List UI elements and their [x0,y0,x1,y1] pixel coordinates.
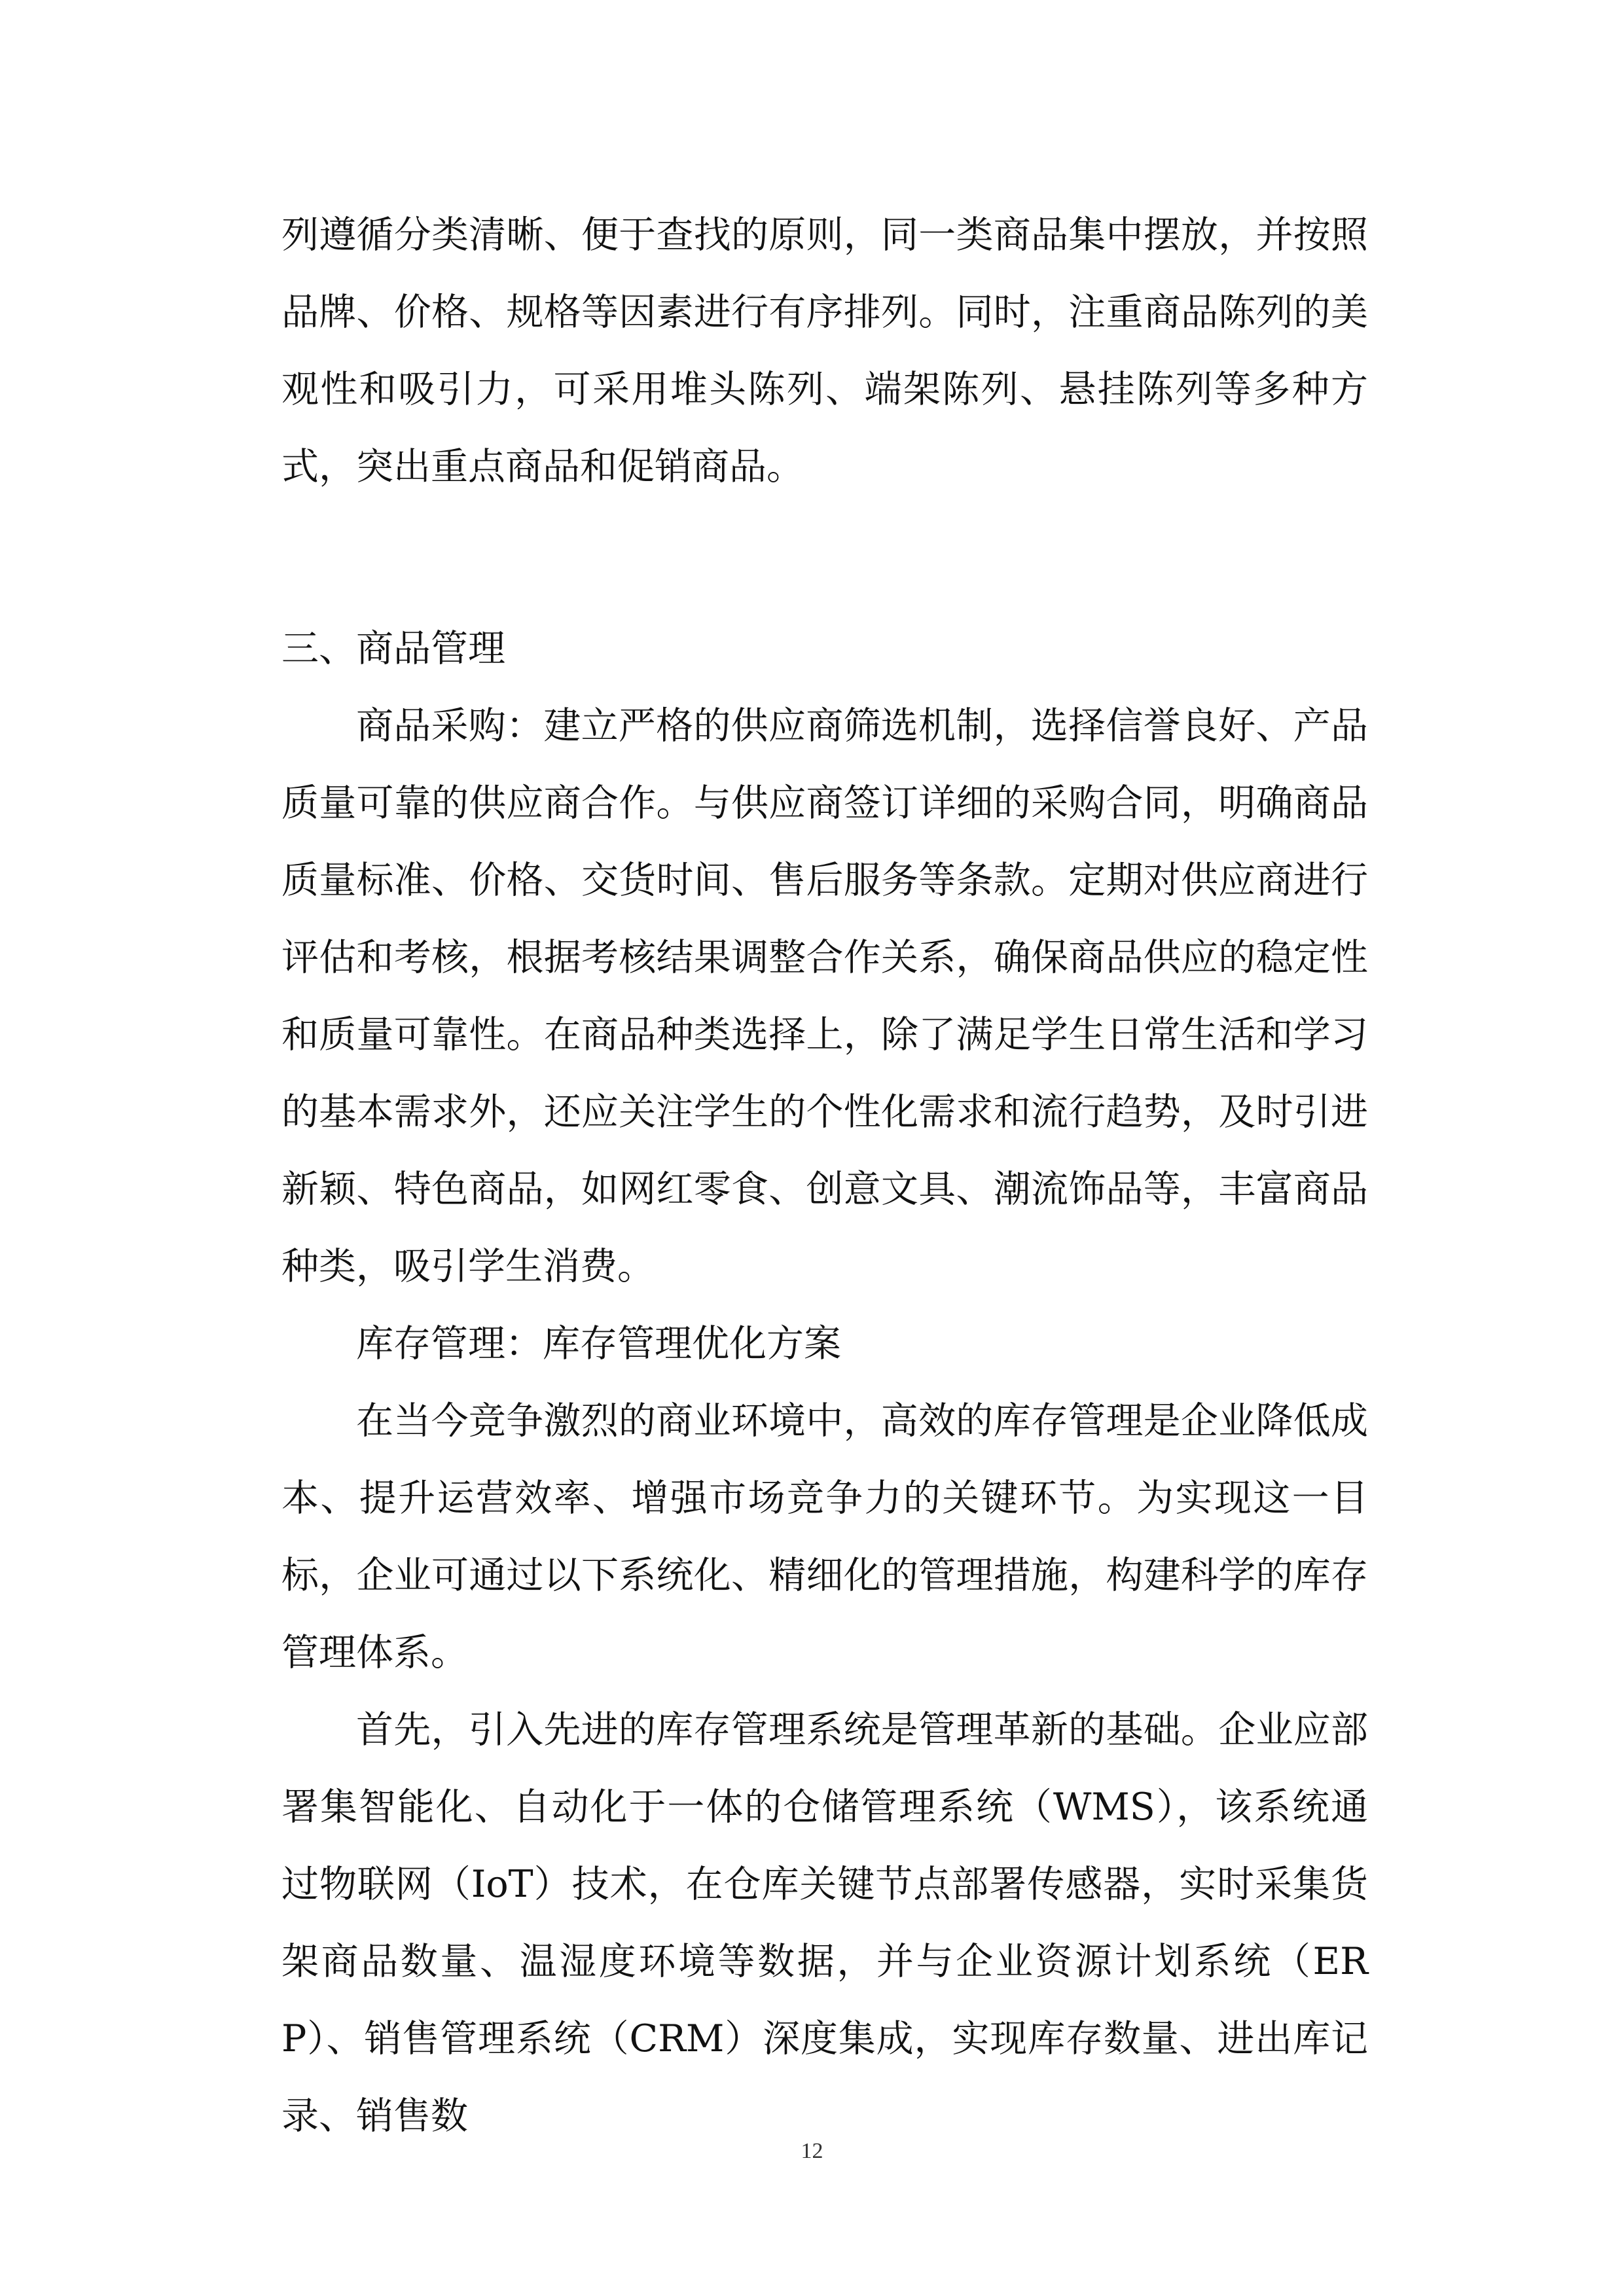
paragraph-continuation: 列遵循分类清晰、便于查找的原则，同一类商品集中摆放，并按照品牌、价格、规格等因素进行有序排列。同时，注重商品陈列的美观性和吸引力，可采用堆头陈列、端架陈列、悬挂陈列等多种方式，突出重点商品和促销商品。 [281,213,1368,488]
section-heading: 三、商品管理 [281,627,505,670]
paragraph-procurement: 商品采购：建立严格的供应商筛选机制，选择信誉良好、产品质量可靠的供应商合作。与供应商签订详细的采购合同，明确商品质量标准、价格、交货时间、售后服务等条款。定期对供应商进行评估和考核，根据考核结果调整合作关系，确保商品供应的稳定性和质量可靠性。在商品种类选择上，除了满足学生日常生活和学习的基本需求外，还应关注学生的个性化需求和流行趋势，及时引进新颖、特色商品，如网红零食、创意文具、潮流饰品等，丰富商品种类，吸引学生消费。 [281,704,1368,1288]
paragraph-inventory-heading: 库存管理：库存管理优化方案 [356,1322,841,1365]
paragraph-inventory-intro: 在当今竞争激烈的商业环境中，高效的库存管理是企业降低成本、提升运营效率、增强市场竞争力的关键环节。为实现这一目标，企业可通过以下系统化、精细化的管理措施，构建科学的库存管理体系。 [281,1399,1368,1674]
page-number: 12 [801,2139,823,2163]
document-body [281,196,1368,2155]
paragraph-inventory-system: 首先，引入先进的库存管理系统是管理革新的基础。企业应部署集智能化、自动化于一体的仓储管理系统（WMS），该系统通过物联网（IoT）技术，在仓库关键节点部署传感器，实时采集货架商品数量、温湿度环境等数据，并与企业资源计划系统（ERP）、销售管理系统（CRM）深度集成，实现库存数量、进出库记录、销售数 [281,1708,1368,2138]
